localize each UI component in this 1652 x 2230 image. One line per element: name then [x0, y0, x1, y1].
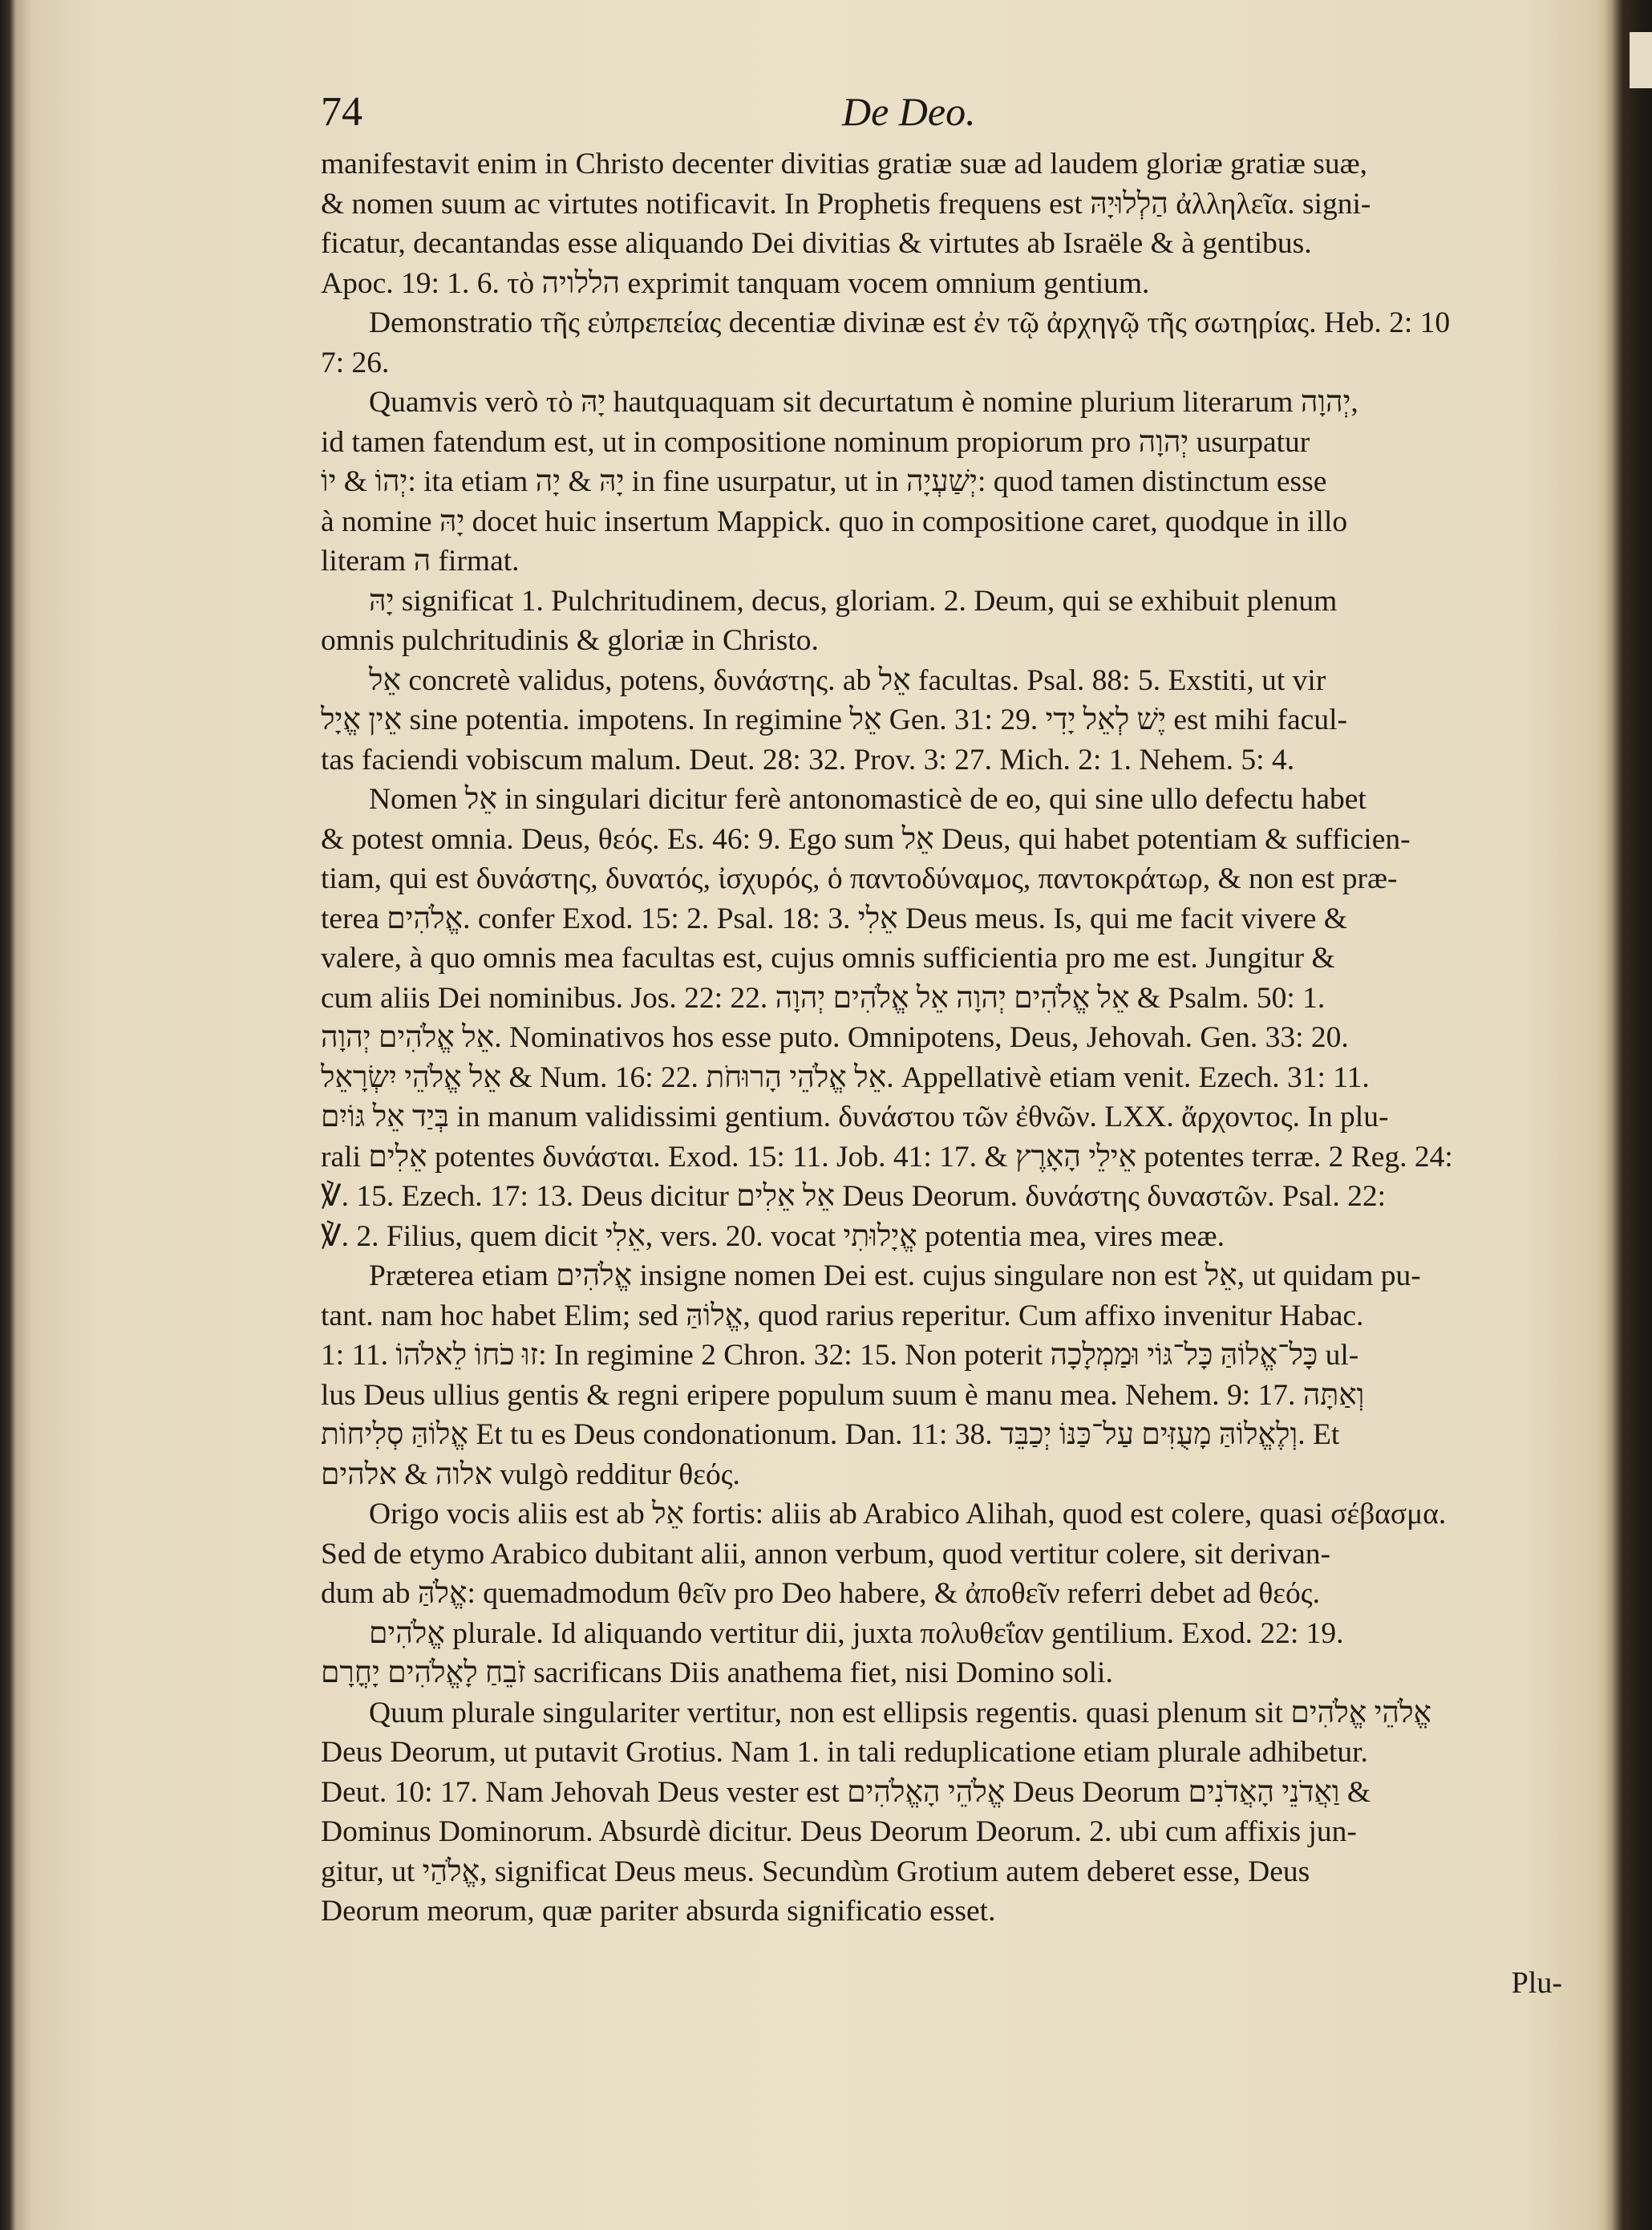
text-line: ficatur, decantandas esse aliquando Dei divitias & virtutes ab Israële & à gentibus. — [321, 227, 1312, 260]
text-line: & nomen suum ac virtutes notificavit. In Prophetis frequens est הַלְלוּיָהּ ἀλληλεῖα. signi- — [321, 187, 1371, 221]
text-line: ℣. 15. Ezech. 17: 13. Deus dicitur אֵל אֵלִים Deus Deorum. δυνάστης δυναστῶν. Psal. 22: — [321, 1180, 1387, 1213]
text-line: אֱלֹהִים plurale. Id aliquando vertitur dii, juxta πολυθεΐαν gentilium. Exod. 22: 19. — [369, 1616, 1344, 1650]
text-line: יָהּ significat 1. Pulchritudinem, decus, gloriam. 2. Deum, qui se exhibuit plenum — [369, 584, 1338, 618]
text-line: אֵל אֱלֹהֵי יִשְׂרָאֵל & Num. 16: 22. אֵל אֱלֹהֵי הָרוּחֹת. Appellativè etiam venit. Ezech. 31: 11. — [321, 1060, 1370, 1094]
text-line: Deorum meorum, quæ pariter absurda significatio esset. — [321, 1895, 996, 1928]
page-number: 74 — [321, 89, 362, 135]
running-head — [321, 88, 1556, 152]
text-line: Nomen אֵל in singulari dicitur ferè antonomasticè de eo, qui sine ullo defectu habet — [369, 783, 1367, 816]
text-line: 7: 26. — [321, 346, 390, 379]
catchword: Plu- — [1511, 1966, 1562, 2000]
text-line: Dominus Dominorum. Absurdè dicitur. Deus Deorum Deorum. 2. ubi cum affixis jun- — [321, 1815, 1357, 1848]
text-line: ℣. 2. Filius, quem dicit אֵלִי, vers. 20. vocat אֱיָלוּתִי potentia mea, vires meæ. — [321, 1219, 1225, 1253]
text-line: Quamvis verò τὸ יָהּ hautquaquam sit decurtatum è nomine plurium literarum יְהוָה, — [369, 386, 1358, 419]
text-line: זֹבֵחַ לָאֱלֹהִים יָחֳרָם sacrificans Diis anathema fiet, nisi Domino soli. — [321, 1656, 1113, 1689]
body-text — [321, 144, 1560, 1932]
text-line: Deus Deorum, ut putavit Grotius. Nam 1. in tali reduplicatione etiam plurale adhibetur. — [321, 1736, 1368, 1769]
text-line: dum ab אֱלֹהַּ: quemadmodum θεῖν pro Deo habere, & ἀποθεῖν referri debet ad θεός. — [321, 1577, 1321, 1610]
text-line: tiam, qui est δυνάστης, δυνατός, ἰσχυρός, ὁ παντοδύναμος, παντοκράτωρ, & non est præ- — [321, 862, 1398, 895]
text-line: tas faciendi vobiscum malum. Deut. 28: 32. Prov. 3: 27. Mich. 2: 1. Nehem. 5: 4. — [321, 743, 1295, 776]
text-line: manifestavit enim in Christo decenter divitias gratiæ suæ ad laudem gloriæ gratiæ suæ, — [321, 148, 1367, 180]
text-line: rali אֵלִים potentes δυνάσται. Exod. 15: 11. Job. 41: 17. & אֵילֵי הָאָרֶץ potentes terræ. 2 Reg. 24: — [321, 1140, 1453, 1174]
text-line: Deut. 10: 17. Nam Jehovah Deus vester est אֱלֹהֵי הָאֱלֹהִים Deus Deorum וַאֲדֹנֵי הָאֲדֹנִים & — [321, 1775, 1371, 1809]
page-title: De Deo. — [842, 89, 976, 134]
text-line: אלוה & אלהים vulgò redditur θεός. — [321, 1458, 740, 1491]
binding-shadow — [1604, 0, 1652, 2230]
text-line: בְּיַד אֵל גּוֹיִם in manum validissimi gentium. δυνάστου τῶν ἐθνῶν. LXX. ἄρχοντος. In plu- — [321, 1101, 1389, 1133]
text-line: אֵין אֱיָל sine potentia. impotens. In regimine אֵל Gen. 31: 29. יֶשׁ לְאֵל יָדִי est mihi facul- — [321, 703, 1347, 736]
text-line: terea אֱלֹהִים. confer Exod. 15: 2. Psal. 18: 3. אֵלִי Deus meus. Is, qui me facit vivere & — [321, 902, 1347, 935]
text-line: gitur, ut אֱלֹהַי, significat Deus meus. Secundùm Grotium autem deberet esse, Deus — [321, 1855, 1310, 1888]
text-line: Sed de etymo Arabico dubitant alii, annon verbum, quod vertitur colere, sit derivan- — [321, 1537, 1331, 1571]
text-line: valere, à quo omnis mea facultas est, cujus omnis sufficientia pro me est. Jungitur & — [321, 942, 1335, 975]
text-line: Demonstratio τῆς εὐπρεπείας decentiæ divinæ est ἐν τῷ ἀρχηγῷ τῆς σωτηρίας. Heb. 2: 10 — [369, 306, 1451, 339]
text-line: Origo vocis aliis est ab אֵל fortis: aliis ab Arabico Alihah, quod est colere, quasi σέβασμα. — [369, 1498, 1447, 1531]
text-line: Præterea etiam אֱלֹהִים insigne nomen Dei est. cujus singulare non est אֵל, ut quidam pu- — [369, 1259, 1421, 1292]
text-line: אֱלוֹהַּ סְלִיחוֹת Et tu es Deus condonationum. Dan. 11: 38. וְלֶאֱלוֹהַּ מָעֻזִּים עַל־כַּנּוֹ יְכַבֵּד. Et — [321, 1418, 1340, 1451]
text-line: יְהוֹ & יוֹ: ita etiam יָהּ & יָה in fine usurpatur, ut in יְשַׁעְיָה: quod tamen distinctum esse — [321, 465, 1327, 498]
text-line: lus Deus ullius gentis & regni eripere populum suum è manu mea. Nehem. 9: 17. וְאַתָּה — [321, 1378, 1365, 1412]
text-line: literam ה firmat. — [321, 545, 520, 578]
text-line: 1: 11. זוּ כֹחוֹ לֵאלֹהוֹ: In regimine 2 Chron. 32: 15. Non poterit כָּל־אֱלוֹהַּ כָּל־גּוֹי וּמַמְלָכָה ul- — [321, 1339, 1359, 1372]
text-line: אֵל אֱלֹהִים יְהוָה. Nominativos hos esse puto. Omnipotens, Deus, Jehovah. Gen. 33: 20. — [321, 1021, 1349, 1054]
text-line: id tamen fatendum est, ut in compositione nominum propiorum pro יְהוָה usurpatur — [321, 425, 1310, 459]
text-line: אֵל concretè validus, potens, δυνάστης. ab אֵל facultas. Psal. 88: 5. Exstiti, ut vir — [369, 663, 1326, 697]
page-edge — [1630, 32, 1652, 88]
text-line: Apoc. 19: 1. 6. τὸ הללויה exprimit tanquam vocem omnium gentium. — [321, 266, 1150, 300]
text-line: omnis pulchritudinis & gloriæ in Christo. — [321, 624, 819, 657]
text-line: Quum plurale singulariter vertitur, non est ellipsis regentis. quasi plenum sit אֱלֹהֵי אֱלֹהִים — [369, 1696, 1432, 1729]
text-line: à nomine יָהּ docet huic insertum Mappick. quo in compositione caret, quodque in illo — [321, 505, 1348, 538]
text-line: cum aliis Dei nominibus. Jos. 22: 22. אֵל אֱלֹהִים יְהוָה אֵל אֱלֹהִים יְהוָה & Psalm. 50: 1. — [321, 981, 1326, 1015]
text-line: & potest omnia. Deus, θεός. Es. 46: 9. Ego sum אֵל Deus, qui habet potentiam & sufficien- — [321, 822, 1411, 856]
text-line: tant. nam hoc habet Elim; sed אֱלוֹהַּ, quod rarius reperitur. Cum affixo invenitur Habac. — [321, 1299, 1364, 1332]
